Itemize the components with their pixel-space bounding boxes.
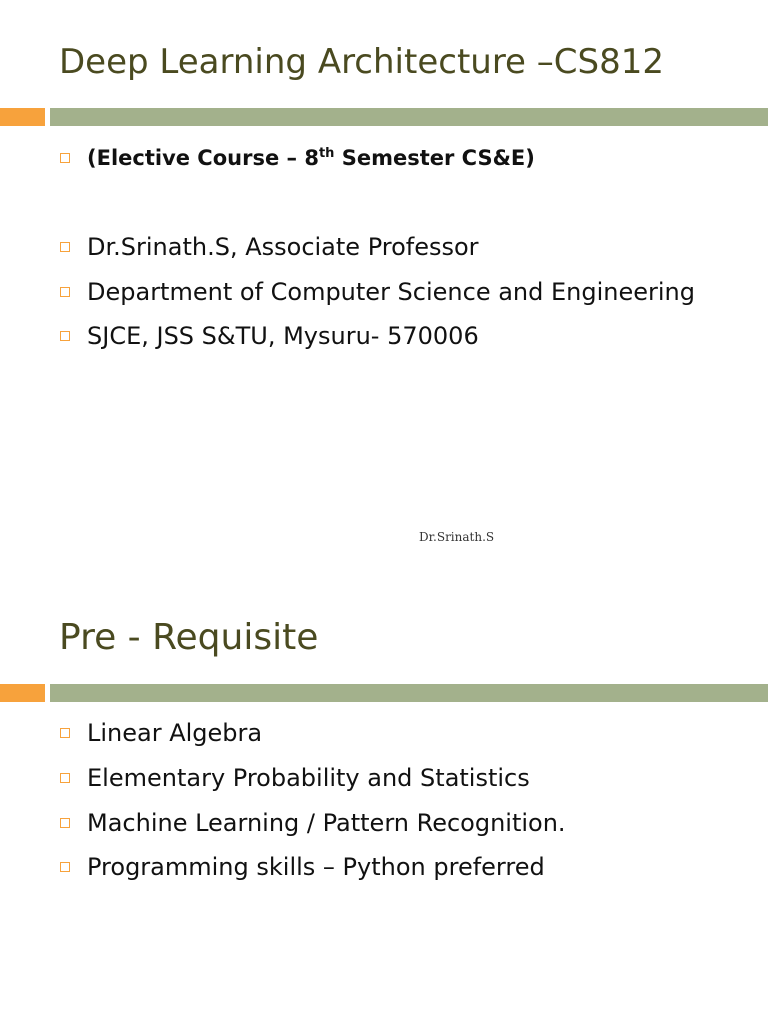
title-accent-orange xyxy=(0,108,45,126)
square-bullet-icon xyxy=(60,153,70,163)
list-item: Dr.Srinath.S, Associate Professor xyxy=(60,232,479,262)
list-item-elective xyxy=(60,143,535,173)
elective-text: (Elective Course – 8th Semester CS&E) xyxy=(87,146,535,170)
square-bullet-icon xyxy=(60,242,70,252)
list-item: Linear Algebra xyxy=(60,718,262,748)
list-item: Programming skills – Python preferred xyxy=(60,852,545,882)
square-bullet-icon xyxy=(60,862,70,872)
title-accent-orange xyxy=(0,684,45,702)
title-accent-green xyxy=(50,684,768,702)
square-bullet-icon xyxy=(60,287,70,297)
slide-footer: Dr.Srinath.S xyxy=(419,530,495,544)
square-bullet-icon xyxy=(60,818,70,828)
list-item: SJCE, JSS S&TU, Mysuru- 570006 xyxy=(60,321,479,351)
slide-title: Deep Learning Architecture –CS812 xyxy=(59,42,664,82)
list-item: Elementary Probability and Statistics xyxy=(60,763,530,793)
list-item: Department of Computer Science and Engineering xyxy=(60,277,695,307)
slide-prerequisite xyxy=(0,512,768,1024)
list-item: Machine Learning / Pattern Recognition. xyxy=(60,808,566,838)
square-bullet-icon xyxy=(60,728,70,738)
title-accent-green xyxy=(50,108,768,126)
square-bullet-icon xyxy=(60,773,70,783)
square-bullet-icon xyxy=(60,331,70,341)
slide-title: Pre - Requisite xyxy=(59,617,319,658)
